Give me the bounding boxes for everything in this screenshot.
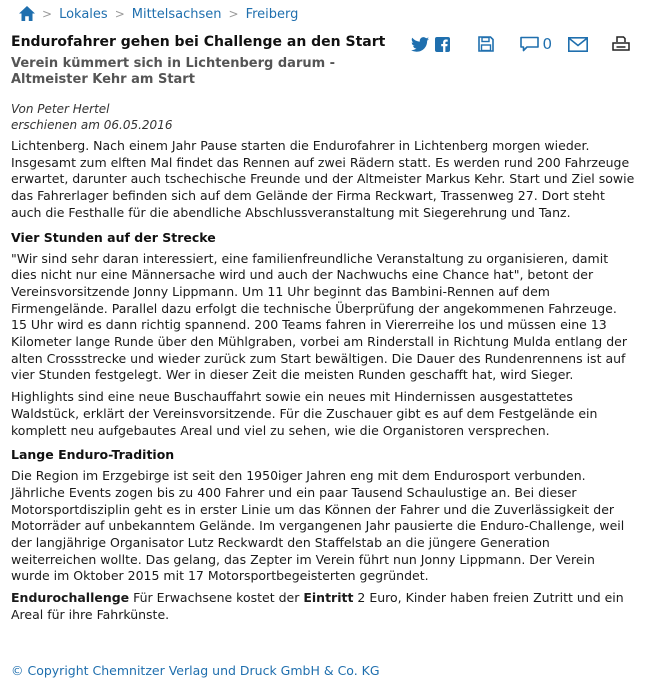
- comment-icon: [520, 36, 539, 52]
- paragraph: "Wir sind sehr daran interessiert, eine familienfreundliche Veranstaltung zu organisieren, damit dies nicht nur eine Männersache wird und auch der Nachwuchs eine Chance hat", betont der Vereinsvorsitzende Jonny Lippmann. Um 11 Uhr beginnt das Bambini-Rennen auf dem Firmengelände. Parallel dazu erfolgt die technische Überprüfung der angekommenen Fahrzeuge. 15 Uhr wird es dann richtig spannend. 200 Teams fahren in Viererreihe los und müssen eine 13 Kilometer lange Runde über den Mühlgraben, vorbei am Rinderstall in Richtung Mulda entlang der alten Crossstrecke und wieder zurück zum Start bewältigen. Die Dauer des Rundenrennens ist auf vier Stunden festgelegt. Wer in dieser Zeit die meisten Runden geschafft hat, wird Sieger.: [11, 250, 627, 383]
- comment-button[interactable]: [520, 35, 552, 53]
- breadcrumb-item-lokales[interactable]: Lokales: [59, 6, 108, 22]
- twitter-icon[interactable]: [411, 37, 429, 52]
- section-heading: Vier Stunden auf der Strecke: [11, 229, 216, 245]
- facebook-icon[interactable]: [435, 37, 450, 52]
- comment-count: 0: [542, 35, 552, 53]
- article-title: Endurofahrer gehen bei Challenge an den Start: [11, 34, 386, 50]
- breadcrumb-item-freiberg[interactable]: Freiberg: [245, 6, 299, 22]
- section-heading: Lange Enduro-Tradition: [11, 447, 175, 463]
- home-icon[interactable]: [19, 6, 35, 22]
- print-icon[interactable]: [612, 36, 630, 52]
- mail-icon[interactable]: [568, 37, 588, 52]
- chevron-right-icon: >: [228, 7, 239, 21]
- chevron-right-icon: >: [42, 7, 53, 21]
- article-toolbar: [411, 35, 630, 53]
- article-body: [11, 138, 635, 624]
- info-label: Endurochallenge: [11, 590, 130, 606]
- article-header: [11, 33, 635, 88]
- byline: [11, 101, 635, 133]
- breadcrumb-item-mittelsachsen[interactable]: Mittelsachsen: [131, 6, 222, 22]
- author: Von Peter Hertel: [11, 102, 110, 116]
- save-icon[interactable]: [478, 36, 494, 52]
- info-text: 2 Euro, Kinder haben freien Zutritt und ein Areal für ihre Fahrkünste.: [11, 590, 624, 622]
- article-subtitle: Verein kümmert sich in Lichtenberg darum - Altmeister Kehr am Start: [11, 56, 336, 87]
- paragraph: Highlights sind eine neue Buschauffahrt sowie ein neues mit Hindernissen ausgestattetes Waldstück, erklärt der Vereinsvorsitzende. Für die Zuschauer gibt es auf dem Festgelände ein komplett neu aufgebautes Areal und viel zu sehen, wie die Organistoren versprechen.: [11, 389, 598, 438]
- info-text: Für Erwachsene kostet der: [129, 590, 304, 606]
- publish-date: erschienen am 06.05.2016: [11, 118, 173, 132]
- copyright: © Copyright Chemnitzer Verlag und Druck GmbH & Co. KG: [11, 663, 380, 678]
- chevron-right-icon: >: [114, 7, 125, 21]
- info-keyword: Eintritt: [303, 590, 354, 606]
- paragraph-info: [11, 590, 635, 623]
- paragraph: Die Region im Erzgebirge ist seit den 1950iger Jahren eng mit dem Endurosport verbunden. Jährliche Events zogen bis zu 400 Fahrer und ein paar Tausend Schaulustige an. Bei dieser Motorsportdisziplin geht es in erster Linie um das Können der Fahrer und die Zuverlässigkeit der Motorräder auf unbekanntem Gelände. Im vergangenen Jahr pausierte die Enduro-Challenge, weil der langjährige Organisator Lutz Reckwardt den Staffelstab an die jüngere Generation weiterreichen wollte. Das gelang, das Zepter im Verein führt nun Jonny Lippmann. Der Verein wurde im Oktober 2015 mit 17 Motorsportbegeisterten gegründet.: [11, 468, 625, 584]
- breadcrumb: [11, 0, 635, 28]
- paragraph: Lichtenberg. Nach einem Jahr Pause starten die Endurofahrer in Lichtenberg morgen wieder. Insgesamt zum elften Mal findet das Rennen auf zwei Rädern statt. Es werden rund 200 Fahrzeuge erwartet, darunter auch tschechische Freunde und der Altmeister Markus Kehr. Start und Ziel sowie das Fahrerlager befinden sich auf dem Gelände der Firma Reckwart, Trassenweg 27. Dort steht auch die Festhalle für die abendliche Abschlussveranstaltung mit Siegerehrung und Tanz.: [11, 138, 635, 220]
